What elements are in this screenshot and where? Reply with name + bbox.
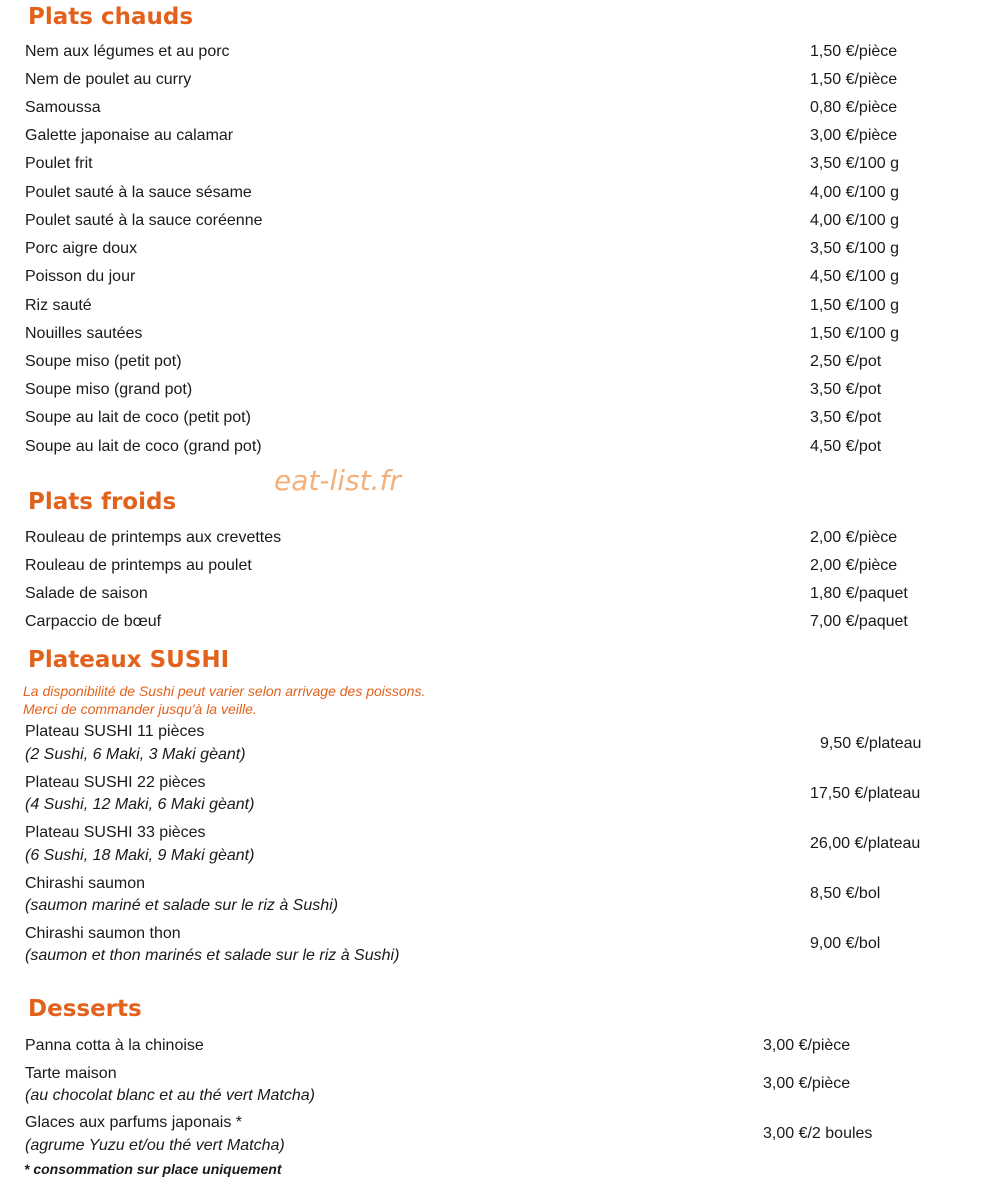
- menu-item-name: Rouleau de printemps aux crevettes: [25, 529, 282, 546]
- menu-item-name: Glaces aux parfums japonais *: [25, 1114, 242, 1131]
- menu-item-price: 7,00 €/paquet: [810, 613, 908, 630]
- menu-item-price: 1,50 €/pièce: [810, 71, 898, 88]
- menu-item-price: 3,50 €/100 g: [810, 240, 899, 257]
- menu-item-name: Plateau SUSHI 22 pièces: [25, 774, 206, 791]
- menu-item-price: 1,50 €/100 g: [810, 297, 899, 314]
- menu-item-name: Galette japonaise au calamar: [25, 127, 234, 144]
- menu-item-name: Nem aux légumes et au porc: [25, 43, 230, 60]
- menu-item-name: Plateau SUSHI 33 pièces: [25, 824, 206, 841]
- menu-item-name: Soupe au lait de coco (petit pot): [25, 409, 251, 426]
- menu-item-price: 0,80 €/pièce: [810, 99, 898, 116]
- menu-item-name: Porc aigre doux: [25, 240, 138, 257]
- section-title-sushi: Plateaux SUSHI: [28, 647, 230, 673]
- menu-item-price: 2,00 €/pièce: [810, 529, 898, 546]
- menu-item-price: 4,00 €/100 g: [810, 212, 899, 229]
- menu-item-name: Nem de poulet au curry: [25, 71, 192, 88]
- menu-item-price: 3,50 €/pot: [810, 409, 882, 426]
- menu-item-name: Soupe miso (grand pot): [25, 381, 193, 398]
- menu-item-price: 3,00 €/pièce: [763, 1037, 851, 1054]
- section-title-desserts: Desserts: [28, 996, 142, 1022]
- menu-item-name: Rouleau de printemps au poulet: [25, 557, 252, 574]
- menu-item-price: 1,50 €/100 g: [810, 325, 899, 342]
- menu-item-name: Riz sauté: [25, 297, 92, 314]
- menu-item-price: 3,50 €/pot: [810, 381, 882, 398]
- menu-item-price: 4,00 €/100 g: [810, 184, 899, 201]
- menu-item-price: 1,50 €/pièce: [810, 43, 898, 60]
- menu-item-name: Poulet frit: [25, 155, 93, 172]
- section-title-hot-dishes: Plats chauds: [28, 4, 194, 30]
- menu-item-price: 3,00 €/2 boules: [763, 1125, 873, 1142]
- menu-item-price: 2,00 €/pièce: [810, 557, 898, 574]
- menu-item-price: 4,50 €/100 g: [810, 268, 899, 285]
- menu-item-name: Nouilles sautées: [25, 325, 143, 342]
- menu-item-description: (saumon mariné et salade sur le riz à Sushi): [25, 897, 339, 914]
- menu-item-name: Panna cotta à la chinoise: [25, 1037, 204, 1054]
- menu-item-description: (saumon et thon marinés et salade sur le riz à Sushi): [25, 947, 400, 964]
- menu-item-description: (2 Sushi, 6 Maki, 3 Maki gèant): [25, 746, 246, 763]
- menu-item-name: Soupe miso (petit pot): [25, 353, 182, 370]
- menu-item-name: Chirashi saumon thon: [25, 925, 181, 942]
- menu-item-name: Samoussa: [25, 99, 101, 116]
- menu-item-price: 1,80 €/paquet: [810, 585, 908, 602]
- menu-item-name: Salade de saison: [25, 585, 148, 602]
- menu-item-name: Carpaccio de bœuf: [25, 613, 162, 630]
- menu-item-price: 17,50 €/plateau: [810, 785, 921, 802]
- menu-item-description: (agrume Yuzu et/ou thé vert Matcha): [25, 1137, 285, 1154]
- sushi-availability-note: La disponibilité de Sushi peut varier selon arrivage des poissons.: [23, 683, 426, 699]
- menu-item-name: Tarte maison: [25, 1065, 117, 1082]
- menu-item-price: 3,50 €/100 g: [810, 155, 899, 172]
- menu-item-description: (au chocolat blanc et au thé vert Matcha): [25, 1087, 315, 1104]
- menu-item-price: 4,50 €/pot: [810, 438, 882, 455]
- menu-item-description: (6 Sushi, 18 Maki, 9 Maki gèant): [25, 847, 255, 864]
- menu-item-price: 26,00 €/plateau: [810, 835, 921, 852]
- menu-item-price: 3,00 €/pièce: [810, 127, 898, 144]
- menu-item-description: (4 Sushi, 12 Maki, 6 Maki gèant): [25, 796, 255, 813]
- menu-item-price: 3,00 €/pièce: [763, 1075, 851, 1092]
- menu-item-name: Soupe au lait de coco (grand pot): [25, 438, 262, 455]
- menu-item-name: Chirashi saumon: [25, 875, 146, 892]
- menu-item-price: 9,50 €/plateau: [820, 735, 922, 752]
- section-title-cold-dishes: Plats froids: [28, 489, 177, 515]
- menu-item-name: Poulet sauté à la sauce sésame: [25, 184, 252, 201]
- menu-item-price: 8,50 €/bol: [810, 885, 881, 902]
- menu-item-price: 2,50 €/pot: [810, 353, 882, 370]
- menu-item-name: Poulet sauté à la sauce coréenne: [25, 212, 263, 229]
- menu-item-price: 9,00 €/bol: [810, 935, 881, 952]
- sushi-order-note: Merci de commander jusqu'à la veille.: [23, 701, 257, 717]
- menu-item-name: Plateau SUSHI 11 pièces: [25, 723, 205, 740]
- menu-item-name: Poisson du jour: [25, 268, 136, 285]
- watermark: eat-list.fr: [274, 464, 401, 497]
- dessert-footnote: * consommation sur place uniquement: [24, 1161, 282, 1177]
